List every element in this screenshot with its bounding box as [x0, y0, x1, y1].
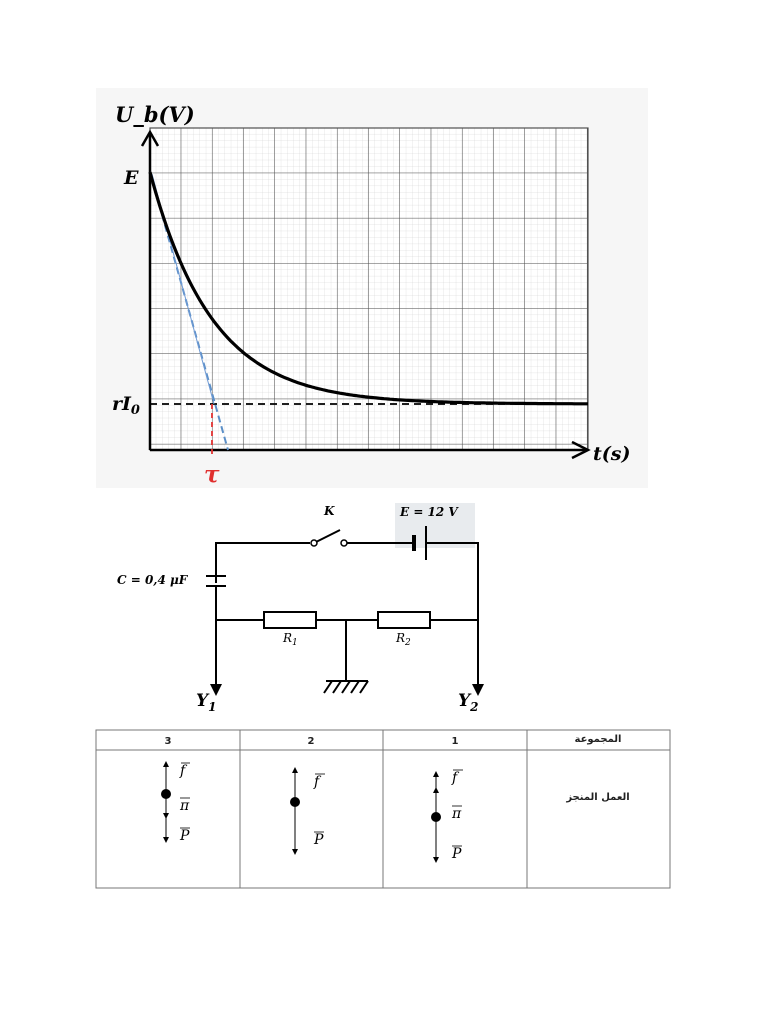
y2-arrow-icon — [472, 684, 484, 696]
switch-lever — [316, 530, 340, 542]
forces-table — [0, 720, 768, 900]
discharge-graph — [0, 0, 768, 500]
y1-label: $Y_1$ — [196, 691, 217, 714]
wire-top-right — [426, 543, 478, 688]
capacitor-label: C = 0,4 μF — [117, 573, 188, 587]
ri0-label: $rI_0$ — [112, 393, 140, 418]
vector-f-label-2: f — [314, 774, 320, 790]
vector-p-label-1: P — [452, 846, 462, 862]
switch-contact-b — [341, 540, 347, 546]
resistor-r2 — [378, 612, 430, 628]
vector-pi-label-3: π — [180, 798, 190, 814]
battery-label: E = 12 V — [400, 505, 458, 519]
vector-p-label-2: P — [314, 832, 324, 848]
y1-arrow-icon — [210, 684, 222, 696]
vector-p-label-3: P — [180, 828, 190, 844]
circuit-diagram — [0, 500, 768, 720]
resistor-r1 — [264, 612, 316, 628]
vector-f-label-1: f — [452, 770, 458, 786]
vector-f-label-3: f — [180, 763, 186, 779]
vector-pi-label-1: π — [452, 806, 462, 822]
switch-label: K — [324, 504, 335, 518]
y-axis-label: U_b(V) — [115, 102, 195, 127]
r1-label: $R_1$ — [283, 631, 298, 648]
table-header-col-2: 2 — [307, 736, 315, 747]
ground-icon — [324, 681, 368, 693]
y2-label: $Y_2$ — [458, 691, 479, 714]
table-header-col-1: 1 — [451, 736, 459, 747]
wire-top-left — [216, 543, 310, 583]
e-label: E — [124, 167, 139, 189]
table-row-label: العمل المنجز — [566, 792, 630, 803]
table-header-group: المجموعة — [574, 734, 622, 745]
major-grid — [150, 128, 588, 450]
r2-label: $R_2$ — [396, 631, 411, 648]
x-axis-label: t(s) — [593, 443, 631, 465]
table-header-col-3: 3 — [164, 736, 172, 747]
tau-label: τ — [204, 461, 220, 488]
